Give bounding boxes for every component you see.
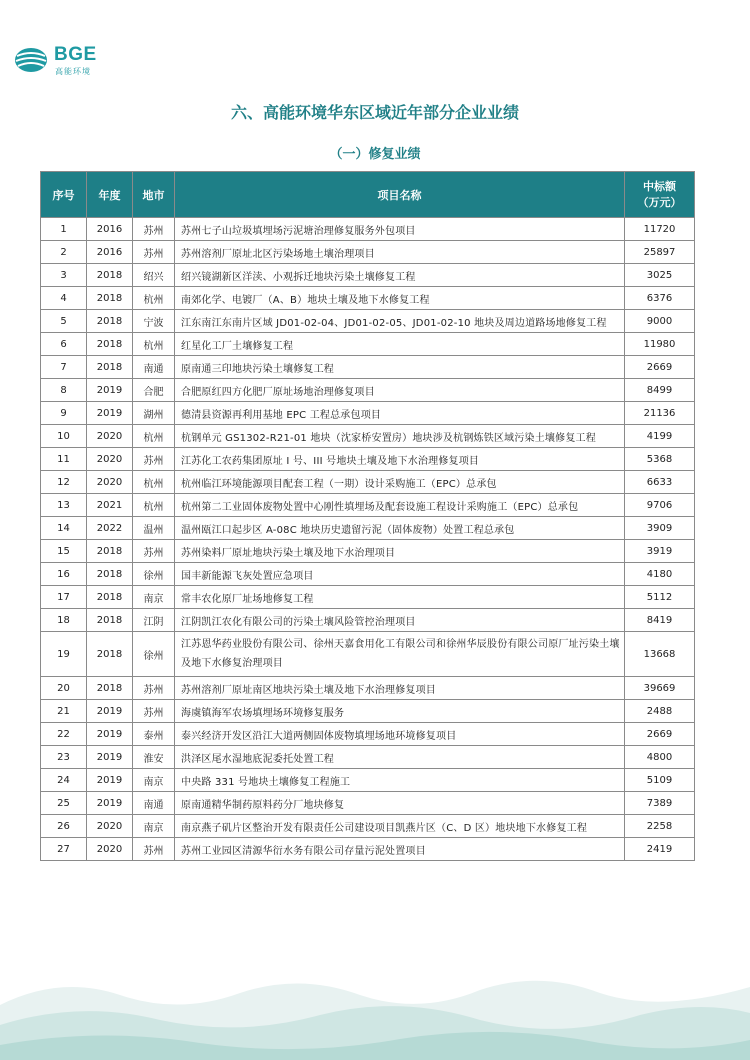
cell-city: 苏州 — [133, 838, 175, 861]
cell-project-name: 红星化工厂土壤修复工程 — [175, 333, 625, 356]
cell-year: 2016 — [87, 241, 133, 264]
cell-index: 23 — [41, 746, 87, 769]
cell-index: 5 — [41, 310, 87, 333]
cell-amount: 7389 — [625, 792, 695, 815]
cell-amount: 5109 — [625, 769, 695, 792]
cell-project-name: 常丰农化原厂址场地修复工程 — [175, 586, 625, 609]
cell-project-name: 苏州染料厂原址地块污染土壤及地下水治理项目 — [175, 540, 625, 563]
cell-project-name: 杭州第二工业固体废物处置中心刚性填埋场及配套设施工程设计采购施工（EPC）总承包 — [175, 494, 625, 517]
cell-year: 2019 — [87, 746, 133, 769]
cell-index: 26 — [41, 815, 87, 838]
cell-project-name: 海虞镇海军农场填埋场环境修复服务 — [175, 700, 625, 723]
cell-amount: 3919 — [625, 540, 695, 563]
cell-amount: 2419 — [625, 838, 695, 861]
cell-year: 2018 — [87, 310, 133, 333]
cell-city: 苏州 — [133, 218, 175, 241]
table-row — [41, 448, 695, 471]
table-row — [41, 264, 695, 287]
cell-project-name: 江阴凯江农化有限公司的污染土壤风险管控治理项目 — [175, 609, 625, 632]
cell-index: 27 — [41, 838, 87, 861]
cell-project-name: 合肥原红四方化肥厂原址场地治理修复项目 — [175, 379, 625, 402]
cell-project-name: 中央路 331 号地块土壤修复工程施工 — [175, 769, 625, 792]
performance-table — [40, 171, 695, 861]
cell-index: 11 — [41, 448, 87, 471]
cell-index: 13 — [41, 494, 87, 517]
table-row — [41, 815, 695, 838]
cell-index: 10 — [41, 425, 87, 448]
cell-amount: 9000 — [625, 310, 695, 333]
header-project: 项目名称 — [175, 172, 625, 218]
header-city: 地市 — [133, 172, 175, 218]
cell-amount: 6633 — [625, 471, 695, 494]
cell-year: 2021 — [87, 494, 133, 517]
table-row — [41, 471, 695, 494]
cell-project-name: 苏州溶剂厂原址南区地块污染土壤及地下水治理修复项目 — [175, 677, 625, 700]
header-amount-line1: 中标额 — [643, 179, 676, 193]
cell-index: 9 — [41, 402, 87, 425]
cell-project-name: 原南通三印地块污染土壤修复工程 — [175, 356, 625, 379]
cell-index: 4 — [41, 287, 87, 310]
cell-city: 南通 — [133, 356, 175, 379]
cell-city: 泰州 — [133, 723, 175, 746]
cell-year: 2018 — [87, 563, 133, 586]
cell-project-name: 江苏化工农药集团原址 I 号、III 号地块土壤及地下水治理修复项目 — [175, 448, 625, 471]
cell-city: 苏州 — [133, 540, 175, 563]
cell-year: 2020 — [87, 448, 133, 471]
table-row — [41, 494, 695, 517]
table-row — [41, 792, 695, 815]
cell-amount: 13668 — [625, 632, 695, 677]
cell-city: 南京 — [133, 769, 175, 792]
table-row — [41, 402, 695, 425]
header-index: 序号 — [41, 172, 87, 218]
cell-year: 2019 — [87, 792, 133, 815]
cell-index: 18 — [41, 609, 87, 632]
company-logo — [14, 44, 98, 78]
table-row — [41, 540, 695, 563]
table-row — [41, 632, 695, 677]
cell-amount: 6376 — [625, 287, 695, 310]
table-row — [41, 586, 695, 609]
cell-year: 2018 — [87, 586, 133, 609]
table-row — [41, 287, 695, 310]
cell-city: 合肥 — [133, 379, 175, 402]
cell-year: 2018 — [87, 264, 133, 287]
cell-amount: 2258 — [625, 815, 695, 838]
cell-project-name: 苏州工业园区清源华衍水务有限公司存量污泥处置项目 — [175, 838, 625, 861]
cell-index: 17 — [41, 586, 87, 609]
cell-project-name: 杭州临江环境能源项目配套工程（一期）设计采购施工（EPC）总承包 — [175, 471, 625, 494]
logo-text: BGE — [54, 44, 97, 65]
cell-city: 杭州 — [133, 425, 175, 448]
table-row — [41, 838, 695, 861]
cell-year: 2020 — [87, 838, 133, 861]
table-row — [41, 517, 695, 540]
table-row — [41, 723, 695, 746]
cell-city: 南京 — [133, 815, 175, 838]
cell-project-name: 泰兴经济开发区沿江大道两侧固体废物填埋场地环境修复项目 — [175, 723, 625, 746]
cell-index: 1 — [41, 218, 87, 241]
table-row — [41, 769, 695, 792]
cell-year: 2018 — [87, 356, 133, 379]
cell-city: 南京 — [133, 586, 175, 609]
cell-city: 杭州 — [133, 287, 175, 310]
cell-city: 徐州 — [133, 632, 175, 677]
cell-index: 12 — [41, 471, 87, 494]
cell-amount: 39669 — [625, 677, 695, 700]
table-header-row — [41, 172, 695, 218]
cell-project-name: 江苏恩华药业股份有限公司、徐州天嘉食用化工有限公司和徐州华辰股份有限公司原厂址污染土壤及地下水修复治理项目 — [175, 632, 625, 677]
cell-amount: 4199 — [625, 425, 695, 448]
cell-amount: 2669 — [625, 356, 695, 379]
header-amount — [625, 172, 695, 218]
cell-city: 杭州 — [133, 494, 175, 517]
logo-subtext: 高能环境 — [55, 67, 91, 76]
table-row — [41, 356, 695, 379]
cell-amount: 8499 — [625, 379, 695, 402]
table-row — [41, 379, 695, 402]
cell-amount: 5112 — [625, 586, 695, 609]
cell-year: 2019 — [87, 769, 133, 792]
cell-project-name: 德清县资源再利用基地 EPC 工程总承包项目 — [175, 402, 625, 425]
cell-year: 2018 — [87, 540, 133, 563]
cell-city: 苏州 — [133, 700, 175, 723]
cell-project-name: 温州瓯江口起步区 A-08C 地块历史遗留污泥（固体废物）处置工程总承包 — [175, 517, 625, 540]
cell-city: 徐州 — [133, 563, 175, 586]
cell-city: 苏州 — [133, 677, 175, 700]
cell-city: 温州 — [133, 517, 175, 540]
section-title: （一）修复业绩 — [329, 147, 421, 162]
cell-project-name: 江东南江东南片区域 JD01-02-04、JD01-02-05、JD01-02-10 地块及周边道路场地修复工程 — [175, 310, 625, 333]
cell-project-name: 洪泽区尾水湿地底泥委托处置工程 — [175, 746, 625, 769]
cell-index: 21 — [41, 700, 87, 723]
cell-amount: 9706 — [625, 494, 695, 517]
cell-city: 江阴 — [133, 609, 175, 632]
cell-index: 25 — [41, 792, 87, 815]
cell-index: 7 — [41, 356, 87, 379]
cell-city: 南通 — [133, 792, 175, 815]
cell-city: 苏州 — [133, 241, 175, 264]
cell-city: 杭州 — [133, 471, 175, 494]
cell-project-name: 杭钢单元 GS1302-R21-01 地块（沈家桥安置房）地块涉及杭钢炼铁区域污染土壤修复工程 — [175, 425, 625, 448]
cell-city: 宁波 — [133, 310, 175, 333]
cell-index: 24 — [41, 769, 87, 792]
table-row — [41, 746, 695, 769]
cell-index: 3 — [41, 264, 87, 287]
cell-year: 2022 — [87, 517, 133, 540]
cell-project-name: 原南通精华制药原料药分厂地块修复 — [175, 792, 625, 815]
cell-project-name: 南京燕子矶片区整治开发有限责任公司建设项目凯燕片区（C、D 区）地块地下水修复工程 — [175, 815, 625, 838]
landscape-background — [0, 965, 750, 1060]
cell-index: 6 — [41, 333, 87, 356]
cell-year: 2018 — [87, 609, 133, 632]
cell-year: 2018 — [87, 287, 133, 310]
table-row — [41, 218, 695, 241]
table-row — [41, 310, 695, 333]
cell-index: 8 — [41, 379, 87, 402]
cell-amount: 25897 — [625, 241, 695, 264]
cell-index: 19 — [41, 632, 87, 677]
cell-index: 20 — [41, 677, 87, 700]
cell-year: 2016 — [87, 218, 133, 241]
table-row — [41, 677, 695, 700]
cell-amount: 21136 — [625, 402, 695, 425]
cell-amount: 2488 — [625, 700, 695, 723]
cell-amount: 3909 — [625, 517, 695, 540]
cell-year: 2019 — [87, 402, 133, 425]
cell-amount: 3025 — [625, 264, 695, 287]
table-row — [41, 241, 695, 264]
table-body — [41, 218, 695, 861]
cell-year: 2019 — [87, 723, 133, 746]
bge-logo-icon — [14, 46, 50, 74]
cell-amount: 11720 — [625, 218, 695, 241]
cell-project-name: 苏州溶剂厂原址北区污染场地土壤治理项目 — [175, 241, 625, 264]
cell-amount: 4180 — [625, 563, 695, 586]
header-year: 年度 — [87, 172, 133, 218]
cell-index: 22 — [41, 723, 87, 746]
table-row — [41, 609, 695, 632]
cell-year: 2018 — [87, 677, 133, 700]
cell-year: 2019 — [87, 700, 133, 723]
cell-project-name: 南郊化学、电镀厂（A、B）地块土壤及地下水修复工程 — [175, 287, 625, 310]
cell-city: 苏州 — [133, 448, 175, 471]
cell-index: 15 — [41, 540, 87, 563]
cell-city: 绍兴 — [133, 264, 175, 287]
page-title: 六、高能环境华东区域近年部分企业业绩 — [230, 103, 519, 122]
cell-index: 16 — [41, 563, 87, 586]
header-amount-line2: （万元） — [637, 195, 682, 209]
cell-year: 2020 — [87, 425, 133, 448]
cell-project-name: 苏州七子山垃圾填埋场污泥塘治理修复服务外包项目 — [175, 218, 625, 241]
table-row — [41, 563, 695, 586]
cell-year: 2019 — [87, 379, 133, 402]
cell-amount: 2669 — [625, 723, 695, 746]
table-row — [41, 425, 695, 448]
cell-year: 2020 — [87, 815, 133, 838]
cell-index: 14 — [41, 517, 87, 540]
cell-year: 2020 — [87, 471, 133, 494]
cell-city: 湖州 — [133, 402, 175, 425]
cell-amount: 4800 — [625, 746, 695, 769]
cell-city: 杭州 — [133, 333, 175, 356]
table-row — [41, 700, 695, 723]
cell-project-name: 绍兴镜湖新区洋渎、小观拆迁地块污染土壤修复工程 — [175, 264, 625, 287]
cell-amount: 5368 — [625, 448, 695, 471]
cell-amount: 8419 — [625, 609, 695, 632]
cell-project-name: 国丰新能源飞灰处置应急项目 — [175, 563, 625, 586]
cell-year: 2018 — [87, 632, 133, 677]
table-row — [41, 333, 695, 356]
cell-amount: 11980 — [625, 333, 695, 356]
cell-year: 2018 — [87, 333, 133, 356]
cell-index: 2 — [41, 241, 87, 264]
cell-city: 淮安 — [133, 746, 175, 769]
